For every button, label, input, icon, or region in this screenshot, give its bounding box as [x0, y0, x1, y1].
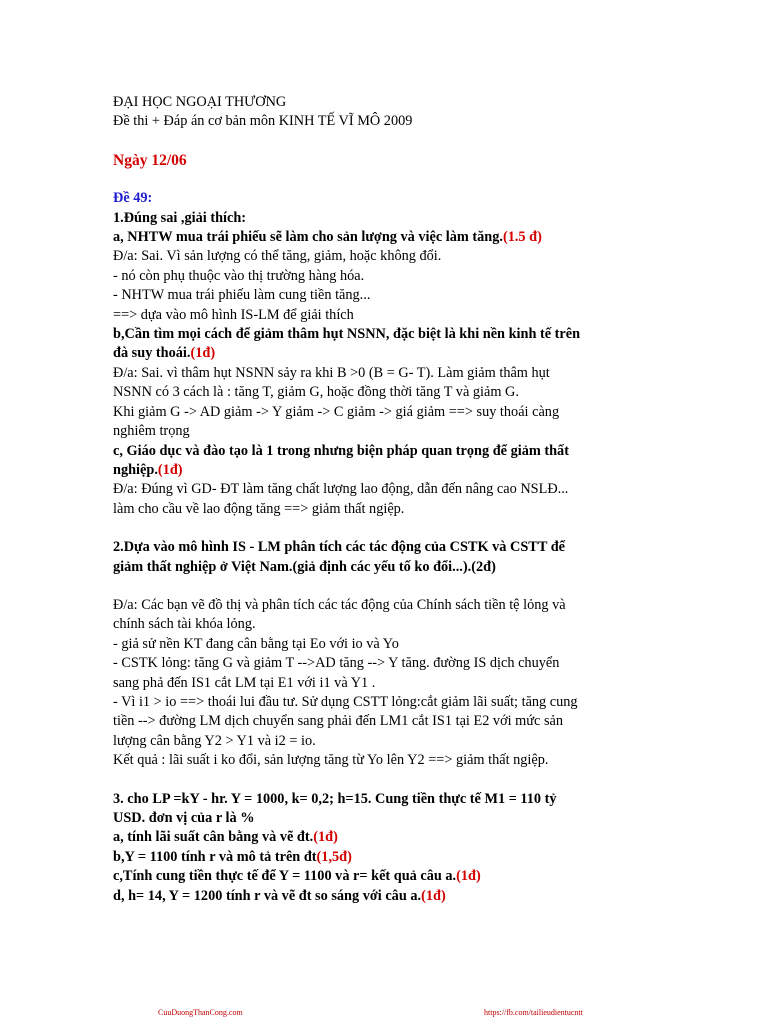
document-subtitle: Đề thi + Đáp án cơ bản môn KINH TẾ VĨ MÔ 2009 [113, 113, 413, 130]
document-page [113, 93, 658, 906]
q1a-answer-line: - NHTW mua trái phiếu làm cung tiền tăng... [113, 287, 371, 304]
q1a-answer-line: Đ/a: Sai. Vì sản lượng có thể tăng, giảm, hoặc không đổi. [113, 248, 442, 265]
q1b-answer-line: NSNN có 3 cách là : tăng T, giảm G, hoặc đồng thời tăng T và giảm G. [113, 384, 519, 401]
q2-answer-line: tiền --> đường LM dịch chuyển sang phải đến LM1 cắt IS1 tại E2 với mức sản [113, 713, 564, 730]
q1-title: 1.Đúng sai ,giải thích: [113, 209, 247, 226]
q3d-question: d, h= 14, Y = 1200 tính r và vẽ đt so sáng với câu a.(1đ) [113, 887, 446, 904]
exam-date: Ngày 12/06 [113, 151, 187, 169]
q2-answer-line: Đ/a: Các bạn vẽ đồ thị và phân tích các tác động của Chính sách tiền tệ lỏng và [113, 596, 566, 613]
q2-answer-line: lượng cân bằng Y2 > Y1 và i2 = io. [113, 732, 316, 749]
q2-answer-line: Kết quả : lãi suất i ko đổi, sản lượng tăng từ Yo lên Y2 ==> giảm thất ngiệp. [113, 752, 549, 769]
q3b-points: (1,5đ) [316, 848, 352, 865]
q1b-question-line: b,Cần tìm mọi cách để giảm thâm hụt NSNN, đặc biệt là khi nền kinh tế trên [113, 326, 581, 343]
q3a-points: (1đ) [313, 829, 338, 846]
q1b-points: (1đ) [190, 345, 216, 362]
q3d-points: (1đ) [421, 887, 446, 904]
q3c-question: c,Tính cung tiền thực tế để Y = 1100 và r= kết quả câu a.(1đ) [113, 868, 481, 885]
q2-answer-line: sang phả đến IS1 cắt LM tại E1 với i1 và Y1 . [113, 674, 376, 691]
school-name: ĐẠI HỌC NGOẠI THƯƠNG [113, 94, 287, 110]
q1c-answer-line: làm cho cầu về lao động tăng ==> giảm thất ngiệp. [113, 500, 405, 517]
q1c-question-line: c, Giáo dục và đào tạo là 1 trong nhưng biện pháp quan trọng để giảm thất [113, 442, 569, 459]
footer-source-link[interactable]: CuuDuongThanCong.com [158, 1008, 243, 1017]
q2-answer-line: - Vì i1 > io ==> thoái lui đầu tư. Sử dụng CSTT lỏng:cắt giảm lãi suất; tăng cung [113, 693, 578, 710]
q1b-answer-line: Đ/a: Sai. vì thâm hụt NSNN sảy ra khi B >0 (B = G- T). Làm giảm thâm hụt [113, 364, 550, 381]
q2-answer-line: - CSTK lỏng: tăng G và giảm T -->AD tăng --> Y tăng. đường IS dịch chuyển [113, 655, 560, 672]
q1c-points: (1đ) [157, 461, 183, 478]
q1a-points: (1.5 đ) [502, 229, 542, 246]
q2-question-line: 2.Dựa vào mô hình IS - LM phân tích các tác động của CSTK và CSTT để [113, 539, 565, 556]
q1a-question: a, NHTW mua trái phiếu sẽ làm cho sản lượng và việc làm tăng.(1.5 đ) [113, 229, 542, 246]
q3b-question: b,Y = 1100 tính r và mô tả trên đt(1,5đ) [113, 848, 352, 865]
q1c-answer-line: Đ/a: Đúng vì GD- ĐT làm tăng chất lượng lao động, dẫn đến nâng cao NSLĐ... [113, 481, 569, 498]
q1a-answer-line: ==> dựa vào mô hình IS-LM để giải thích [113, 306, 354, 323]
q1b-answer-line: nghiêm trọng [113, 423, 190, 440]
q2-answer-line: - giả sử nền KT đang cân bằng tại Eo với io và Yo [113, 635, 399, 652]
q1a-answer-line: - nó còn phụ thuộc vào thị trường hàng hóa. [113, 267, 365, 284]
q1c-question-line: nghiệp.(1đ) [113, 461, 183, 478]
q3c-points: (1đ) [456, 868, 481, 885]
exam-number: Đề 49: [113, 190, 153, 207]
q2-question-line: giảm thất nghiệp ở Việt Nam.(giả định các yếu tố ko đổi...).(2đ) [113, 558, 496, 575]
q2-answer-line: chính sách tài khóa lỏng. [113, 616, 256, 633]
q3a-question: a, tính lãi suất cân bằng và vẽ đt.(1đ) [113, 829, 338, 846]
q1b-answer-line: Khi giảm G -> AD giảm -> Y giảm -> C giảm -> giá giảm ==> suy thoái càng [113, 403, 560, 420]
q3-question-line: USD. đơn vị của r là % [113, 810, 255, 826]
q3-question-line: 3. cho LP =kY - hr. Y = 1000, k= 0,2; h=15. Cung tiền thực tế M1 = 110 tỷ [113, 790, 557, 807]
q1b-question-line: đà suy thoái.(1đ) [113, 345, 216, 362]
footer-facebook-link[interactable]: https://fb.com/tailieudientucntt [484, 1008, 583, 1017]
